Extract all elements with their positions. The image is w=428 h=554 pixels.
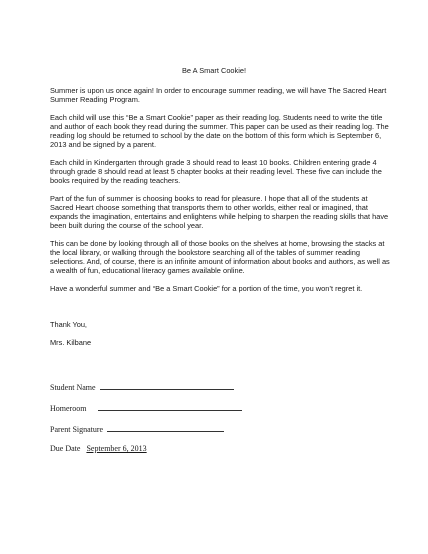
paragraph-fun: Part of the fun of summer is choosing books to read for pleasure. I hope that all of the students at Sacred Heart choose something that transports them to other worlds, either real or imagined, that expands the imagination, entertains and enlightens while helping to sharpen the reading skills that have been built during the course of the school year. [50, 194, 389, 231]
student-name-row [50, 381, 234, 393]
document-title: Be A Smart Cookie! [181, 66, 247, 75]
homeroom-row [50, 402, 242, 414]
paragraph-sources: This can be done by looking through all of those books on the shelves at home, browsing the stacks at the local library, or walking through the bookstore searching all of the tables of summer reading selections. And, of course, there is an infinite amount of information about books and authors, as well as a wealth of fun, educational literacy games available online. [50, 239, 390, 276]
signature-name: Mrs. Kilbane [50, 338, 92, 347]
paragraph-intro: Summer is upon us once again! In order to encourage summer reading, we will have The Sacred Heart Summer Reading Program. [50, 86, 387, 105]
parent-signature-field[interactable] [107, 423, 224, 432]
paragraph-requirements: Each child in Kindergarten through grade 3 should read to least 10 books. Children entering grade 4 through grade 8 should read at least 5 chapter books at their reading level. These five can include the books required by the reading teachers. [50, 158, 382, 186]
paragraph-reading-log: Each child will use this “Be a Smart Cookie” paper as their reading log. Students need to write the title and author of each book they read during the summer. This paper can be used as their reading log. The reading log should be returned to school by the date on the bottom of this form which is September 6, 2013 and be signed by a parent. [50, 113, 389, 150]
homeroom-label: Homeroom [50, 404, 87, 413]
homeroom-field[interactable] [98, 402, 242, 411]
due-date-value: September 6, 2013 [86, 444, 147, 453]
student-name-label: Student Name [50, 383, 96, 392]
student-name-field[interactable] [100, 381, 234, 390]
due-date-label: Due Date [50, 444, 81, 453]
due-date-row [50, 444, 147, 454]
parent-signature-label: Parent Signature [50, 425, 104, 434]
paragraph-closing-wish: Have a wonderful summer and “Be a Smart Cookie” for a portion of the time, you won’t regret it. [50, 284, 363, 293]
closing-text: Thank You, [50, 320, 87, 329]
parent-signature-row [50, 423, 224, 435]
